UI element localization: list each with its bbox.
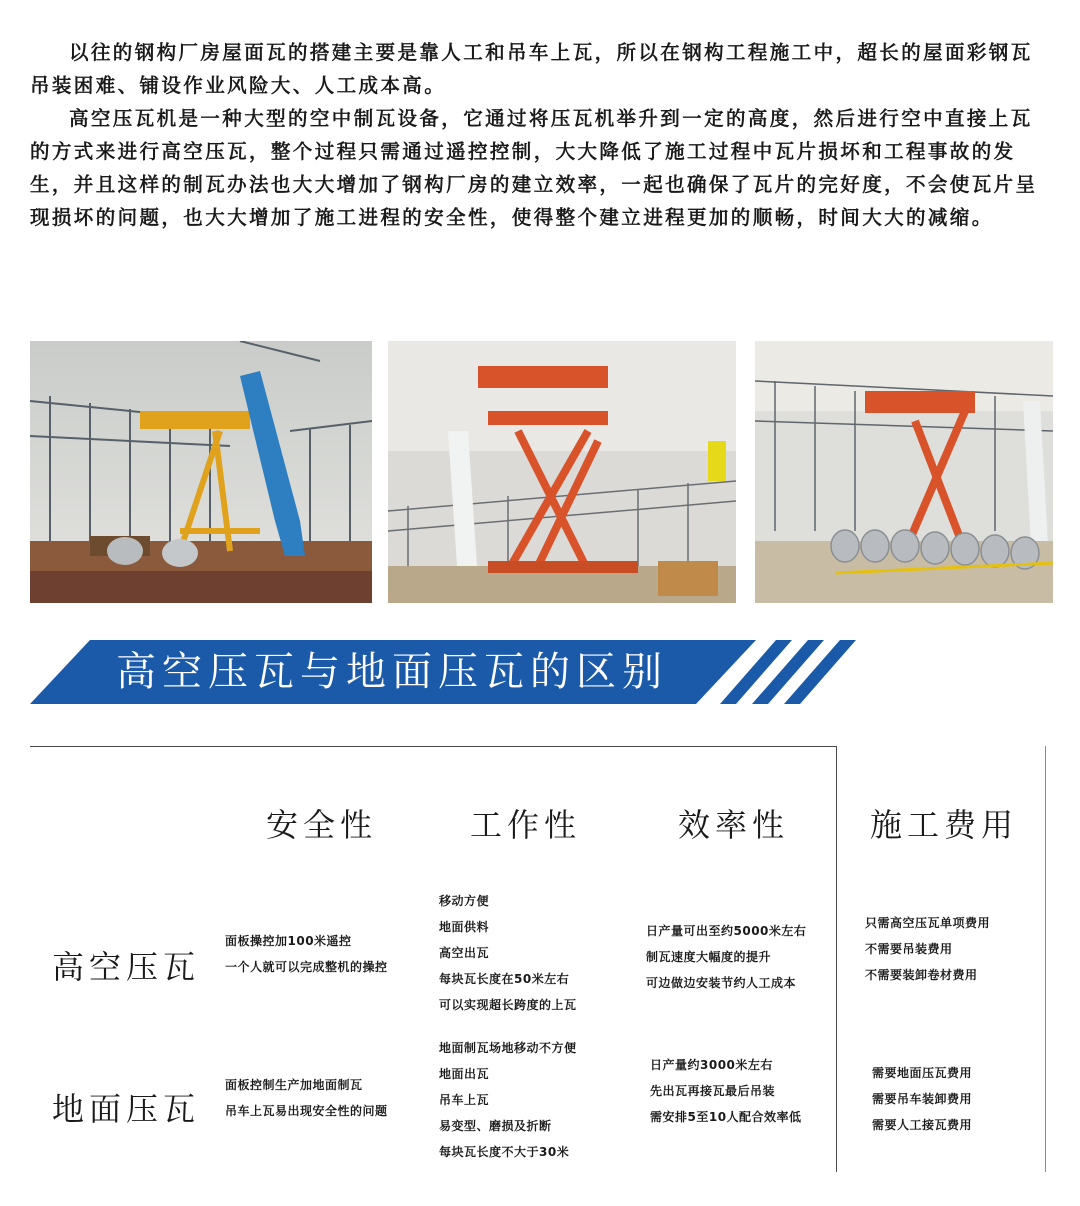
column-header-efficiency: 效率性	[678, 806, 790, 844]
list-item: 需要吊车装卸费用	[872, 1092, 973, 1106]
table-right-rule	[1045, 746, 1046, 1172]
cell-high-work	[439, 888, 577, 1018]
list-item: 移动方便	[439, 894, 490, 908]
list-item: 每块瓦长度不大于30米	[439, 1145, 570, 1159]
photo-red-roofing-machine	[388, 341, 736, 603]
cell-ground-efficiency	[650, 1052, 802, 1130]
list-item: 不需要吊装费用	[865, 942, 953, 956]
cell-ground-work	[439, 1035, 577, 1165]
list-item: 吊车上瓦易出现安全性的问题	[225, 1104, 388, 1118]
intro-paragraph-2: 高空压瓦机是一种大型的空中制瓦设备，它通过将压瓦机举升到一定的高度，然后进行空中直接上瓦的方式来进行高空压瓦，整个过程只需通过遥控控制，大大降低了施工过程中瓦片损坏和工程事故的发生，并且这样的制瓦办法也大大增加了钢构厂房的建立效率，一起也确保了瓦片的完好度，不会使瓦片呈现损坏的问题，也大大增加了施工进程的安全性，使得整个建立进程更加的顺畅，时间大大的减缩。	[30, 107, 1038, 229]
list-item: 可边做边安装节约人工成本	[646, 976, 797, 990]
list-item: 需要地面压瓦费用	[872, 1066, 973, 1080]
list-item: 地面制瓦场地移动不方便	[439, 1041, 577, 1055]
photo-strip	[30, 341, 1053, 603]
cell-ground-safety	[225, 1072, 388, 1124]
column-header-workability: 工作性	[470, 806, 582, 844]
row-header-high-altitude: 高空压瓦	[52, 948, 201, 986]
column-header-safety: 安全性	[266, 806, 378, 844]
list-item: 可以实现超长跨度的上瓦	[439, 998, 577, 1012]
list-item: 需要人工接瓦费用	[872, 1118, 973, 1132]
list-item: 日产量约3000米左右	[650, 1058, 773, 1072]
list-item: 先出瓦再接瓦最后吊装	[650, 1084, 776, 1098]
column-header-cost: 施工费用	[870, 806, 1019, 844]
table-column-divider	[836, 746, 837, 1172]
list-item: 吊车上瓦	[439, 1093, 490, 1107]
list-item: 地面供料	[439, 920, 490, 934]
cell-high-safety	[225, 928, 388, 980]
cell-ground-cost	[872, 1060, 972, 1138]
cell-high-efficiency	[646, 918, 806, 996]
list-item: 只需高空压瓦单项费用	[865, 916, 991, 930]
list-item: 地面出瓦	[439, 1067, 490, 1081]
list-item: 高空出瓦	[439, 946, 490, 960]
list-item: 易变型、磨损及折断	[439, 1119, 552, 1133]
list-item: 每块瓦长度在50米左右	[439, 972, 570, 986]
intro-paragraph-1: 以往的钢构厂房屋面瓦的搭建主要是靠人工和吊车上瓦，所以在钢构工程施工中，超长的屋面彩钢瓦吊装困难、铺设作业风险大、人工成本高。	[30, 41, 1033, 97]
photo-coils-and-machine	[755, 341, 1053, 603]
cell-high-cost	[865, 910, 990, 988]
section-banner	[30, 640, 860, 704]
list-item: 不需要装卸卷材费用	[865, 968, 978, 982]
list-item: 日产量可出至约5000米左右	[646, 924, 807, 938]
list-item: 面板控制生产加地面制瓦	[225, 1078, 363, 1092]
intro-text	[30, 36, 1046, 234]
table-top-rule	[30, 746, 836, 747]
list-item: 一个人就可以完成整机的操控	[225, 960, 388, 974]
row-header-ground: 地面压瓦	[52, 1090, 201, 1128]
list-item: 制瓦速度大幅度的提升	[646, 950, 772, 964]
banner-title: 高空压瓦与地面压瓦的区别	[116, 649, 668, 695]
list-item: 面板操控加100米遥控	[225, 934, 352, 948]
photo-yellow-roofing-machine	[30, 341, 372, 603]
list-item: 需安排5至10人配合效率低	[650, 1110, 802, 1124]
